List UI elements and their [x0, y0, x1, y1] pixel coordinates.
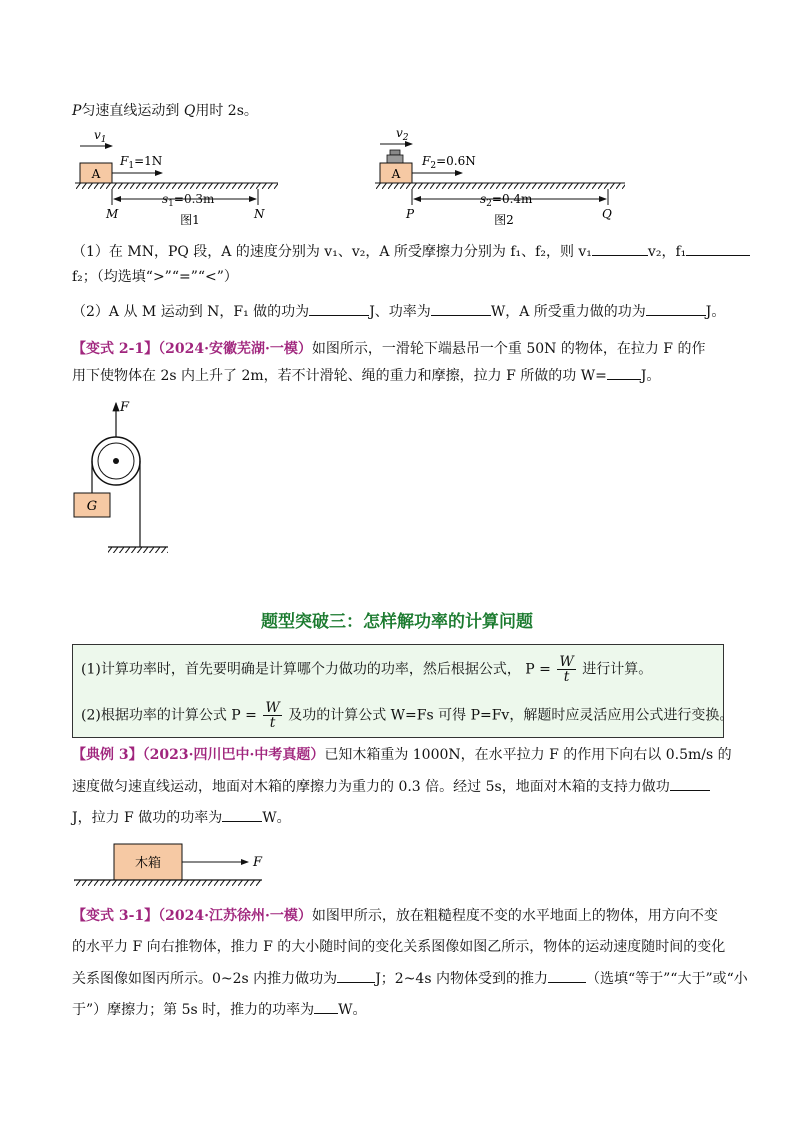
q2-text-d: J。	[705, 304, 726, 320]
answer-blank-work[interactable]	[309, 300, 369, 316]
example-3-line-1	[72, 744, 732, 766]
fig2-caption: 图2	[494, 213, 514, 225]
block-a-label: A	[391, 167, 401, 181]
answer-blank-power[interactable]	[314, 998, 338, 1014]
weight-g-label: G	[86, 499, 98, 514]
variant-2-1-line-1	[72, 338, 722, 360]
fig2-v-label: $v_2$	[396, 126, 409, 143]
answer-blank-f[interactable]	[686, 240, 750, 256]
ground-hatch	[108, 547, 168, 553]
answer-blank-power[interactable]	[431, 300, 491, 316]
answer-blank-v[interactable]	[592, 240, 648, 256]
fraction-w-over-t	[263, 701, 281, 730]
question-1-line-1	[72, 240, 722, 263]
variant-2-1-text-2: 用下使物体在 2s 内上升了 2m，若不计滑轮、绳的重力和摩擦，拉力 F 所做的功 W=	[72, 368, 607, 384]
tip-1-text-a: (1)计算功率时，首先要明确是计算哪个力做功的功率，然后根据公式，	[81, 661, 521, 678]
variant-3-1-line-3	[72, 967, 748, 990]
label-p: P	[406, 207, 415, 221]
ground-hatch	[375, 183, 625, 189]
example-3-line-3	[72, 806, 722, 829]
section-title: 题型突破三：怎样解功率的计算问题	[261, 612, 533, 632]
fraction-denominator: t	[563, 669, 570, 685]
figure-2	[370, 125, 630, 225]
answer-blank-w[interactable]	[607, 364, 641, 380]
label-m: M	[106, 207, 119, 221]
tip-2	[81, 701, 733, 730]
fraction-numerator: W	[265, 700, 280, 716]
example-3-tag: 【典例 3】（2023·四川巴中·中考真题）	[72, 747, 325, 763]
intro-line	[72, 100, 722, 122]
fig1-force-label: $F_1=1N$	[120, 154, 163, 171]
variant-2-1-text-1: 如图所示，一滑轮下端悬吊一个重 50N 的物体，在拉力 F 的作	[311, 341, 706, 357]
weight-top	[390, 150, 400, 155]
wooden-box-figure	[70, 838, 270, 894]
variant-3-1-text-3c: （选填“等于”“大于”或“小	[585, 971, 748, 987]
answer-blank-support-work[interactable]	[670, 775, 710, 791]
answer-blank-work[interactable]	[337, 967, 375, 983]
question-2-line	[72, 300, 726, 323]
point-p: P	[72, 103, 82, 119]
label-n: N	[254, 207, 265, 221]
point-q: Q	[183, 103, 196, 119]
q2-text-a: （2）A 从 M 运动到 N，F₁ 做的功为	[72, 304, 310, 320]
question-1-line-2: f₂；（均选填“>”“=”“<”）	[72, 269, 238, 285]
pulley-axle	[113, 458, 119, 464]
tip-1-text-b: 进行计算。	[582, 661, 653, 678]
example-3-text-4: W。	[262, 810, 291, 826]
q2-text-c: W，A 所受重力做的功为	[490, 304, 646, 320]
q2-text-b: J、功率为	[369, 304, 431, 320]
pulley-figure	[64, 395, 184, 560]
fraction-numerator: W	[559, 654, 574, 670]
fraction-w-over-t	[557, 655, 575, 684]
tip-1-p-eq: P =	[525, 661, 551, 678]
variant-2-1-tag: 【变式 2-1】（2024·安徽芜湖·一模）	[72, 341, 312, 357]
q1-text-a: （1）在 MN，PQ 段，A 的速度分别为 v₁、v₂，A 所受摩擦力分别为 f₁、f₂，则 v₁	[72, 244, 592, 260]
variant-2-1-text-3: J。	[640, 368, 661, 384]
ground-hatch	[75, 183, 278, 189]
variant-2-1-line-2	[72, 364, 722, 387]
tip-2-text-a: (2)根据功率的计算公式	[81, 707, 227, 724]
fig2-s-label: $s_2=0.4m$	[480, 192, 533, 209]
variant-3-1-text-1: 如图甲所示，放在粗糙程度不变的水平地面上的物体，用方向不变	[311, 908, 718, 924]
example-3-line-2	[72, 775, 722, 798]
ground-hatch	[74, 880, 262, 886]
intro-text-2: 用时 2s。	[195, 103, 258, 119]
q1-text-b: v₂，f₁	[647, 244, 687, 260]
tip-2-p-eq: P =	[231, 707, 257, 724]
tips-box	[72, 644, 734, 738]
wooden-box-label: 木箱	[134, 856, 162, 871]
example-3-text-2: 速度做匀速直线运动，地面对木箱的摩擦力为重力的 0.3 倍。经过 5s，地面对木箱的支持力做功	[72, 779, 670, 795]
intro-text-1: 匀速直线运动到	[81, 103, 180, 119]
fig1-caption: 图1	[180, 213, 200, 225]
answer-blank-gravity-work[interactable]	[646, 300, 706, 316]
variant-3-1-line-4	[72, 998, 722, 1021]
pull-force-label: F	[253, 855, 263, 870]
block-a-label: A	[91, 167, 101, 181]
variant-3-1-text-4a: 于”）摩擦力；第 5s 时，推力的功率为	[72, 1002, 315, 1018]
answer-blank-compare[interactable]	[548, 967, 586, 983]
variant-3-1-text-3a: 关系图像如图丙所示。0~2s 内推力做功为	[72, 971, 338, 987]
label-q: Q	[602, 207, 612, 221]
pull-force-label: F	[120, 400, 130, 415]
answer-blank-power[interactable]	[222, 806, 262, 822]
variant-3-1-line-1	[72, 905, 722, 927]
example-3-text-1: 已知木箱重为 1000N，在水平拉力 F 的作用下向右以 0.5m/s 的	[324, 747, 732, 763]
variant-3-1-text-3b: J；2~4s 内物体受到的推力	[375, 971, 548, 987]
variant-3-1-text-4b: W。	[338, 1002, 367, 1018]
fig2-force-label: $F_2=0.6N$	[422, 154, 476, 171]
variant-3-1-line-2: 的水平力 F 向右推物体，推力 F 的大小随时间的变化关系图像如图乙所示，物体的运动速度随时间的变化	[72, 939, 726, 955]
tip-2-text-b: 及功的计算公式 W=Fs 可得 P=Fv，解题时应灵活应用公式进行变换。	[288, 707, 734, 724]
fraction-denominator: t	[269, 715, 276, 731]
example-3-text-3: J，拉力 F 做功的功率为	[72, 810, 223, 826]
fig1-s-label: $s_1=0.3m$	[162, 192, 215, 209]
fig1-v-label: $v_1$	[94, 128, 107, 145]
variant-3-1-tag: 【变式 3-1】（2024·江苏徐州·一模）	[72, 908, 312, 924]
figure-1	[70, 125, 300, 225]
tip-1	[81, 655, 652, 684]
weight-body	[387, 155, 403, 163]
